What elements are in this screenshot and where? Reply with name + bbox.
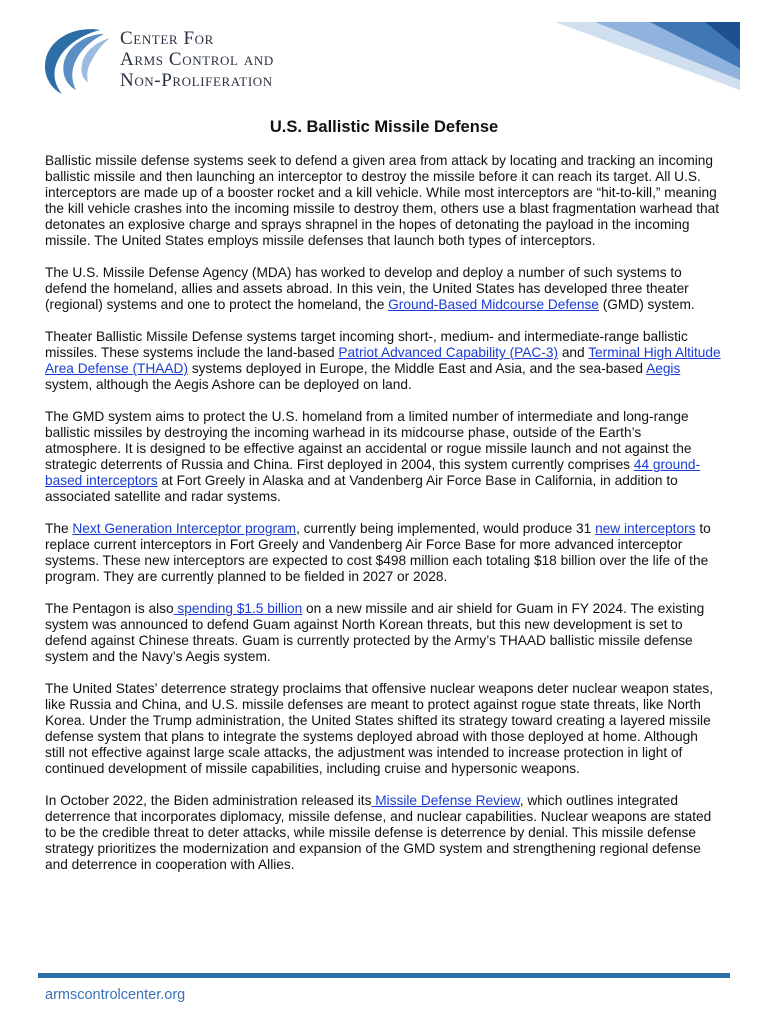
page-header <box>0 0 768 110</box>
text-span: The <box>45 521 73 536</box>
paragraph-deterrence: The United States’ deterrence strategy proclaims that offensive nuclear weapons deter nuclear weapon states, like Russia and China, and U.S. missile defenses are meant to protect against rogue state threats, like North Korea. Under the Trump administration, the United States shifted its strategy toward creating a layered missile defense system that plans to integrate the systems deployed abroad with those deployed at home. Although still not effective against large scale attacks, the adjustment was intended to increase protection in light of continued development of missile capabilities, including cruise and hypersonic weapons. <box>45 681 714 776</box>
footer-divider <box>38 973 730 978</box>
text-span: Theater Ballistic Missile Defense systems target incoming short-, medium- and intermediate-range ballistic missiles. These systems include the land-based <box>45 329 688 360</box>
text-span: The GMD system aims to protect the U.S. homeland from a limited number of intermediate and long-range ballistic missiles by destroying the incoming warhead in its midcourse phase, outside of the Earth’s atmosphere. It is designed to be effective against an accidental or rogue missile launch and not against the strategic deterrents of Russia and China. First deployed in 2004, this system currently comprises <box>45 409 692 472</box>
text-span: at Fort Greely in Alaska and at Vandenberg Air Force Base in California, in addition to associated satellite and radar systems. <box>45 473 678 504</box>
link-aegis[interactable]: Aegis <box>646 361 681 376</box>
paragraph-mda <box>45 265 721 313</box>
logo-line-1: Center For <box>120 28 214 49</box>
paragraph-intro: Ballistic missile defense systems seek to defend a given area from attack by locating and tracking an incoming ballistic missile and then launching an interceptor to destroy the missile before it can reach its target. All U.S. interceptors are made up of a booster rocket and a kill vehicle. While most interceptors are “hit-to-kill,” meaning the kill vehicle crashes into the incoming missile to destroy them, others use a blast fragmentation warhead that detonates an explosive charge and sprays shrapnel in the hopes of detonating the payload in the incoming missile. The United States employs missile defenses that launch both types of interceptors. <box>45 153 720 248</box>
paragraph-guam <box>45 601 721 665</box>
link-patriot-pac3[interactable]: Patriot Advanced Capability (PAC-3) <box>338 345 559 360</box>
link-ground-based-midcourse-defense[interactable]: Ground-Based Midcourse Defense <box>388 297 599 312</box>
text-span: The Pentagon is also <box>45 601 174 616</box>
paragraph-biden <box>45 793 721 873</box>
link-44-ground-based-interceptors[interactable]: 44 ground-based interceptors <box>45 457 701 488</box>
link-next-generation-interceptor[interactable]: Next Generation Interceptor program <box>72 521 297 536</box>
logo-line-3: Non-Proliferation <box>120 70 273 91</box>
text-span: , currently being implemented, would produce 31 <box>296 521 596 536</box>
paragraph-theater <box>45 329 721 393</box>
text-span: , which outlines integrated deterrence that incorporates diplomacy, missile defense, and nuclear capabilities. Nuclear weapons are stated to be the credible threat to deter attacks, while missile defense is deterrence by denial. This missile defense strategy prioritizes the modernization and expansion of the GMD system and strengthening regional defense and deterrence in cooperation with Allies. <box>45 793 712 872</box>
text-span: to replace current interceptors in Fort Greely and Vandenberg Air Force Base for more advanced interceptor systems. These new interceptors are expected to cost $498 million each totaling $18 billion over the life of the program. They are currently planned to be fielded in 2027 or 2028. <box>45 521 711 584</box>
logo-line-2: Arms Control and <box>120 49 274 70</box>
paragraph-next-gen <box>45 521 721 585</box>
footer-website[interactable]: armscontrolcenter.org <box>45 987 186 1003</box>
organization-logo-text <box>120 28 274 91</box>
link-thaad[interactable]: Terminal High Altitude Area Defense (THAAD) <box>45 345 721 376</box>
text-span: The U.S. Missile Defense Agency (MDA) has worked to develop and deploy a number of such systems to defend the homeland, allies and assets abroad. In this vein, the United States has developed three theater (regional) systems and one to protect the homeland, the <box>45 265 689 312</box>
text-span: systems deployed in Europe, the Middle East and Asia, and the sea-based <box>188 361 647 376</box>
document-title: U.S. Ballistic Missile Defense <box>269 118 499 136</box>
link-new-interceptors[interactable]: new interceptors <box>595 521 696 536</box>
paragraph-gmd <box>45 409 721 505</box>
document-body <box>45 153 721 889</box>
link-spending-1-5-billion[interactable]: spending $1.5 billion <box>173 601 303 616</box>
text-span: and <box>558 345 589 360</box>
text-span: (GMD) system. <box>598 297 695 312</box>
text-span: on a new missile and air shield for Guam in FY 2024. The existing system was announced to defend Guam against North Korean threats, but this new development is set to defend against Chinese threats. Guam is currently protected by the Army’s THAAD ballistic missile defense system and the Navy’s Aegis system. <box>45 601 705 664</box>
text-span: In October 2022, the Biden administration released its <box>45 793 372 808</box>
link-missile-defense-review[interactable]: Missile Defense Review <box>371 793 520 808</box>
text-span: system, although the Aegis Ashore can be deployed on land. <box>45 377 412 392</box>
swoosh-logo-icon <box>38 24 118 96</box>
corner-decoration <box>555 20 740 90</box>
